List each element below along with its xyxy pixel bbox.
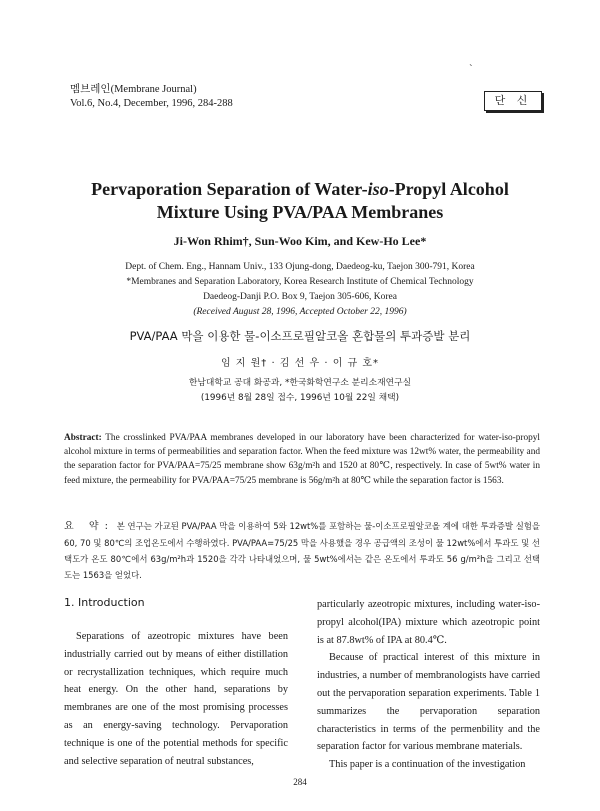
journal-volume: Vol.6, No.4, December, 1996, 284-288 — [70, 98, 233, 109]
korean-dates: (1996년 8월 28일 접수, 1996년 10월 22일 채택) — [200, 393, 400, 403]
paragraph: This paper is a continuation of the investigation — [329, 759, 526, 771]
affiliations — [70, 260, 530, 320]
authors: Ji-Won Rhim†, Sun-Woo Kim, and Kew-Ho Lee* — [173, 234, 427, 248]
abstract-label: Abstract: — [64, 433, 102, 443]
korean-authors: 임 지 원† · 김 선 우 · 이 규 호* — [220, 358, 380, 369]
page-number: 284 — [293, 777, 307, 787]
journal-header — [70, 83, 233, 111]
paper-title — [70, 178, 530, 224]
affiliation-line: Daedeog-Danji P.O. Box 9, Taejon 305-606, Korea — [203, 292, 397, 302]
korean-title: PVA/PAA 막을 이용한 물-이소프로필알코올 혼합물의 투과증발 분리 — [129, 329, 471, 343]
affiliation-line: *Membranes and Separation Laboratory, Korea Research Institute of Chemical Technology — [126, 277, 474, 287]
title-italic: iso — [367, 179, 389, 199]
title-line-2: Mixture Using PVA/PAA Membranes — [156, 202, 444, 222]
journal-name: 멤브레인(Membrane Journal) — [70, 84, 197, 95]
korean-abstract — [64, 518, 540, 583]
paragraph: particularly azeotropic mixtures, including water-iso-propyl alcohol(IPA) mixture which azeotropic point is at 87.8wt% of IPA at 80.4℃. — [317, 599, 540, 646]
paragraph: Separations of azeotropic mixtures have been industrially carried out by means of either distillation or recrystallization techniques, which require much heat energy. On the other hand, separations by membranes are one of the most promising processes as an energy-saving technology. Pervaporation technique is one of the potential methods for specific and selective separation of neutral substances, — [64, 631, 288, 767]
korean-abstract-text: 본 연구는 가교된 PVA/PAA 막을 이용하여 5와 12wt%를 포함하는 물-이소프로필알코올 계에 대한 투과증발 실험을 60, 70 및 80℃의 조업온도에서 수행하였다. PVA/PAA=75/25 막을 사용했을 경우 공급액의 조성이 물 12wt%에서 투과도 및 선택도가 온도 80℃에서 63g/m²h과 1520을 각각 나타내었으며, 물 5wt%에서는 같은 온도에서 투과도 56 g/m²h을 그리고 선택도는 1563을 얻었다. — [64, 521, 540, 580]
section-heading: 1. Introduction — [64, 596, 145, 609]
korean-affiliation-line: 한남대학교 공대 화공과, *한국화학연구소 분리소재연구실 — [188, 378, 412, 388]
received-dates: (Received August 28, 1996, Accepted October 22, 1996) — [193, 307, 407, 317]
abstract — [64, 431, 540, 488]
paragraph: Because of practical interest of this mixture in industries, a number of membranologists have carried out the pervaporation separation experiments. Table 1 summarizes the pervaporation separation characteristics in terms of the permenbility and the separation factor for various membrane materials. — [317, 652, 540, 753]
article-type-badge: 단 신 — [484, 91, 542, 111]
title-part-1: Pervaporation Separation of Water- — [91, 179, 368, 199]
left-column — [64, 628, 288, 770]
right-column — [317, 596, 540, 774]
title-part-2: -Propyl Alcohol — [388, 179, 509, 199]
korean-abstract-label: 요 약: — [64, 521, 114, 532]
abstract-text: The crosslinked PVA/PAA membranes developed in our laboratory have been characterized for water-iso-propyl alcohol mixture in terms of permeabilities and separation factor. When the feed mixture was 12wt% water, the permeability and the separation factor for PVA/PAA=75/25 membrane show 63g/m²h and 1520 at 80℃, respectively. In case of 5wt% water in feed mixture, the permeability for PVA/PAA=75/25 membrane is 56g/m²h at 80℃ while the separation factor is 1563. — [64, 433, 540, 486]
scan-mark: ` — [469, 63, 473, 75]
korean-affiliations — [70, 376, 530, 406]
affiliation-line: Dept. of Chem. Eng., Hannam Univ., 133 Ojung-dong, Daedeog-ku, Taejon 300-791, Korea — [125, 262, 475, 272]
